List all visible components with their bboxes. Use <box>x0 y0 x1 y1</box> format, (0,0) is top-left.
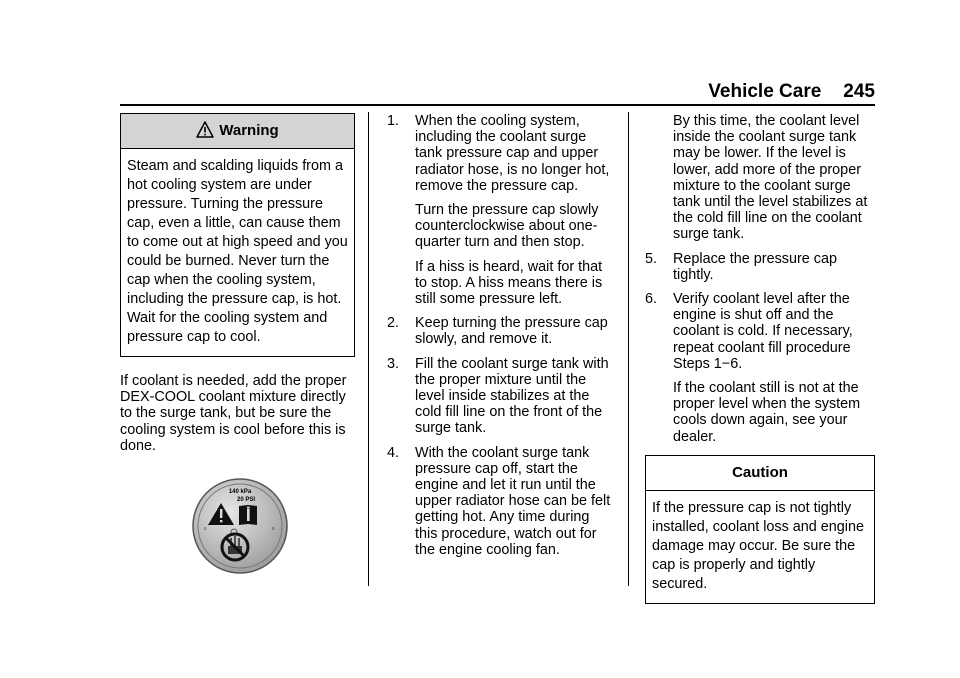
step-3-text: Fill the coolant surge tank with the proper mixture until the level inside stabilizes at the cold fill line on the front of the surge tank. <box>415 355 609 437</box>
header-rule <box>120 104 875 106</box>
procedure-steps <box>387 113 615 558</box>
column-3 <box>645 113 875 604</box>
caution-box <box>645 455 875 604</box>
manual-book-icon <box>239 505 257 525</box>
column-divider-2 <box>628 112 629 586</box>
step-6: 6. Verify coolant level after the engine is shut off and the coolant is cold. If necessary, repeat coolant fill procedure Steps 1−6. If the coolant still is not at the proper level when the system cools down again, see your dealer. <box>645 291 875 445</box>
cap-label-psi: 20 PSI <box>236 497 256 504</box>
step-2: 2. Keep turning the pressure cap slowly, and remove it. <box>387 315 615 347</box>
step-1: 1. When the cooling system, including the coolant surge tank pressure cap and upper radiator hose, is no longer hot, remove the pressure cap. Turn the pressure cap slowly counterclockwise about one-quarter turn and then stop. If a hiss is heard, wait for that to stop. A hiss means there is still some pressure left. <box>387 113 615 307</box>
cap-label-kpa: 140 kPa <box>228 489 252 496</box>
column-1 <box>120 113 355 580</box>
caution-header <box>646 456 874 491</box>
step-2-text: Keep turning the pressure cap slowly, and remove it. <box>415 315 608 348</box>
step-5: 5. Replace the pressure cap tightly. <box>645 251 875 283</box>
column-2 <box>387 113 615 566</box>
step-4-continued <box>645 113 875 243</box>
pressure-cap-illustration <box>190 476 290 576</box>
step-6-text: Verify coolant level after the engine is shut off and the coolant is cold. If necessary, repeat coolant fill procedure Steps 1−6. <box>673 291 853 372</box>
page-header <box>120 80 875 104</box>
step-5-text: Replace the pressure cap tightly. <box>673 250 837 283</box>
step-6-note: If the coolant still is not at the proper level when the system cools down again, see your dealer. <box>673 380 861 445</box>
step-3: 3. Fill the coolant surge tank with the proper mixture until the level inside stabilizes at the cold fill line on the front of the surge tank. <box>387 356 615 437</box>
intro-paragraph: If coolant is needed, add the proper DEX-COOL coolant mixture directly to the surge tank, but be sure the cooling system is cool before this is done. <box>120 373 347 454</box>
warning-title: Warning <box>219 122 279 139</box>
section-title: Vehicle Care <box>708 81 822 102</box>
warning-triangle-icon <box>196 121 214 138</box>
warning-box <box>120 113 355 357</box>
column-divider-1 <box>368 112 369 586</box>
caution-text: If the pressure cap is not tightly installed, coolant loss and engine damage may occur. Be sure the cap is properly and tightly secured. <box>652 499 865 592</box>
svg-text:s: s <box>272 526 275 533</box>
step-1-text: When the cooling system, including the coolant surge tank pressure cap and upper radiator hose, is no longer hot, remove the pressure cap. <box>415 113 610 194</box>
page-number: 245 <box>843 81 875 102</box>
step-4-text: With the coolant surge tank pressure cap off, start the engine and let it run until the upper radiator hose can be felt getting hot. Any time during this procedure, watch out for the engine cooling fan. <box>415 444 611 558</box>
warning-text: Steam and scalding liquids from a hot cooling system are under pressure. Turning the pressure cap, even a little, can cause them to come out at high speed and you could be burned. Never turn the cap when the cooling system, including the pressure cap, is hot. Wait for the cooling system and pressure cap to cool. <box>127 158 348 345</box>
warning-header <box>121 114 354 149</box>
svg-text:s: s <box>204 526 207 533</box>
caution-title: Caution <box>732 463 788 481</box>
step-4-continued-text: By this time, the coolant level inside the coolant surge tank may be lower. If the level is lower, add more of the proper mixture to the coolant surge tank until the level stabilizes at the cold fill line on the coolant surge tank. <box>673 113 868 243</box>
step-1-note-2: If a hiss is heard, wait for that to stop. A hiss means there is still some pressure left. <box>415 258 603 308</box>
step-4: 4. With the coolant surge tank pressure cap off, start the engine and let it run until the upper radiator hose can be felt getting hot. Any time during this procedure, watch out for the engine cooling fan. <box>387 445 615 558</box>
step-1-note-1: Turn the pressure cap slowly counterclockwise about one-quarter turn and then stop. <box>415 202 599 251</box>
